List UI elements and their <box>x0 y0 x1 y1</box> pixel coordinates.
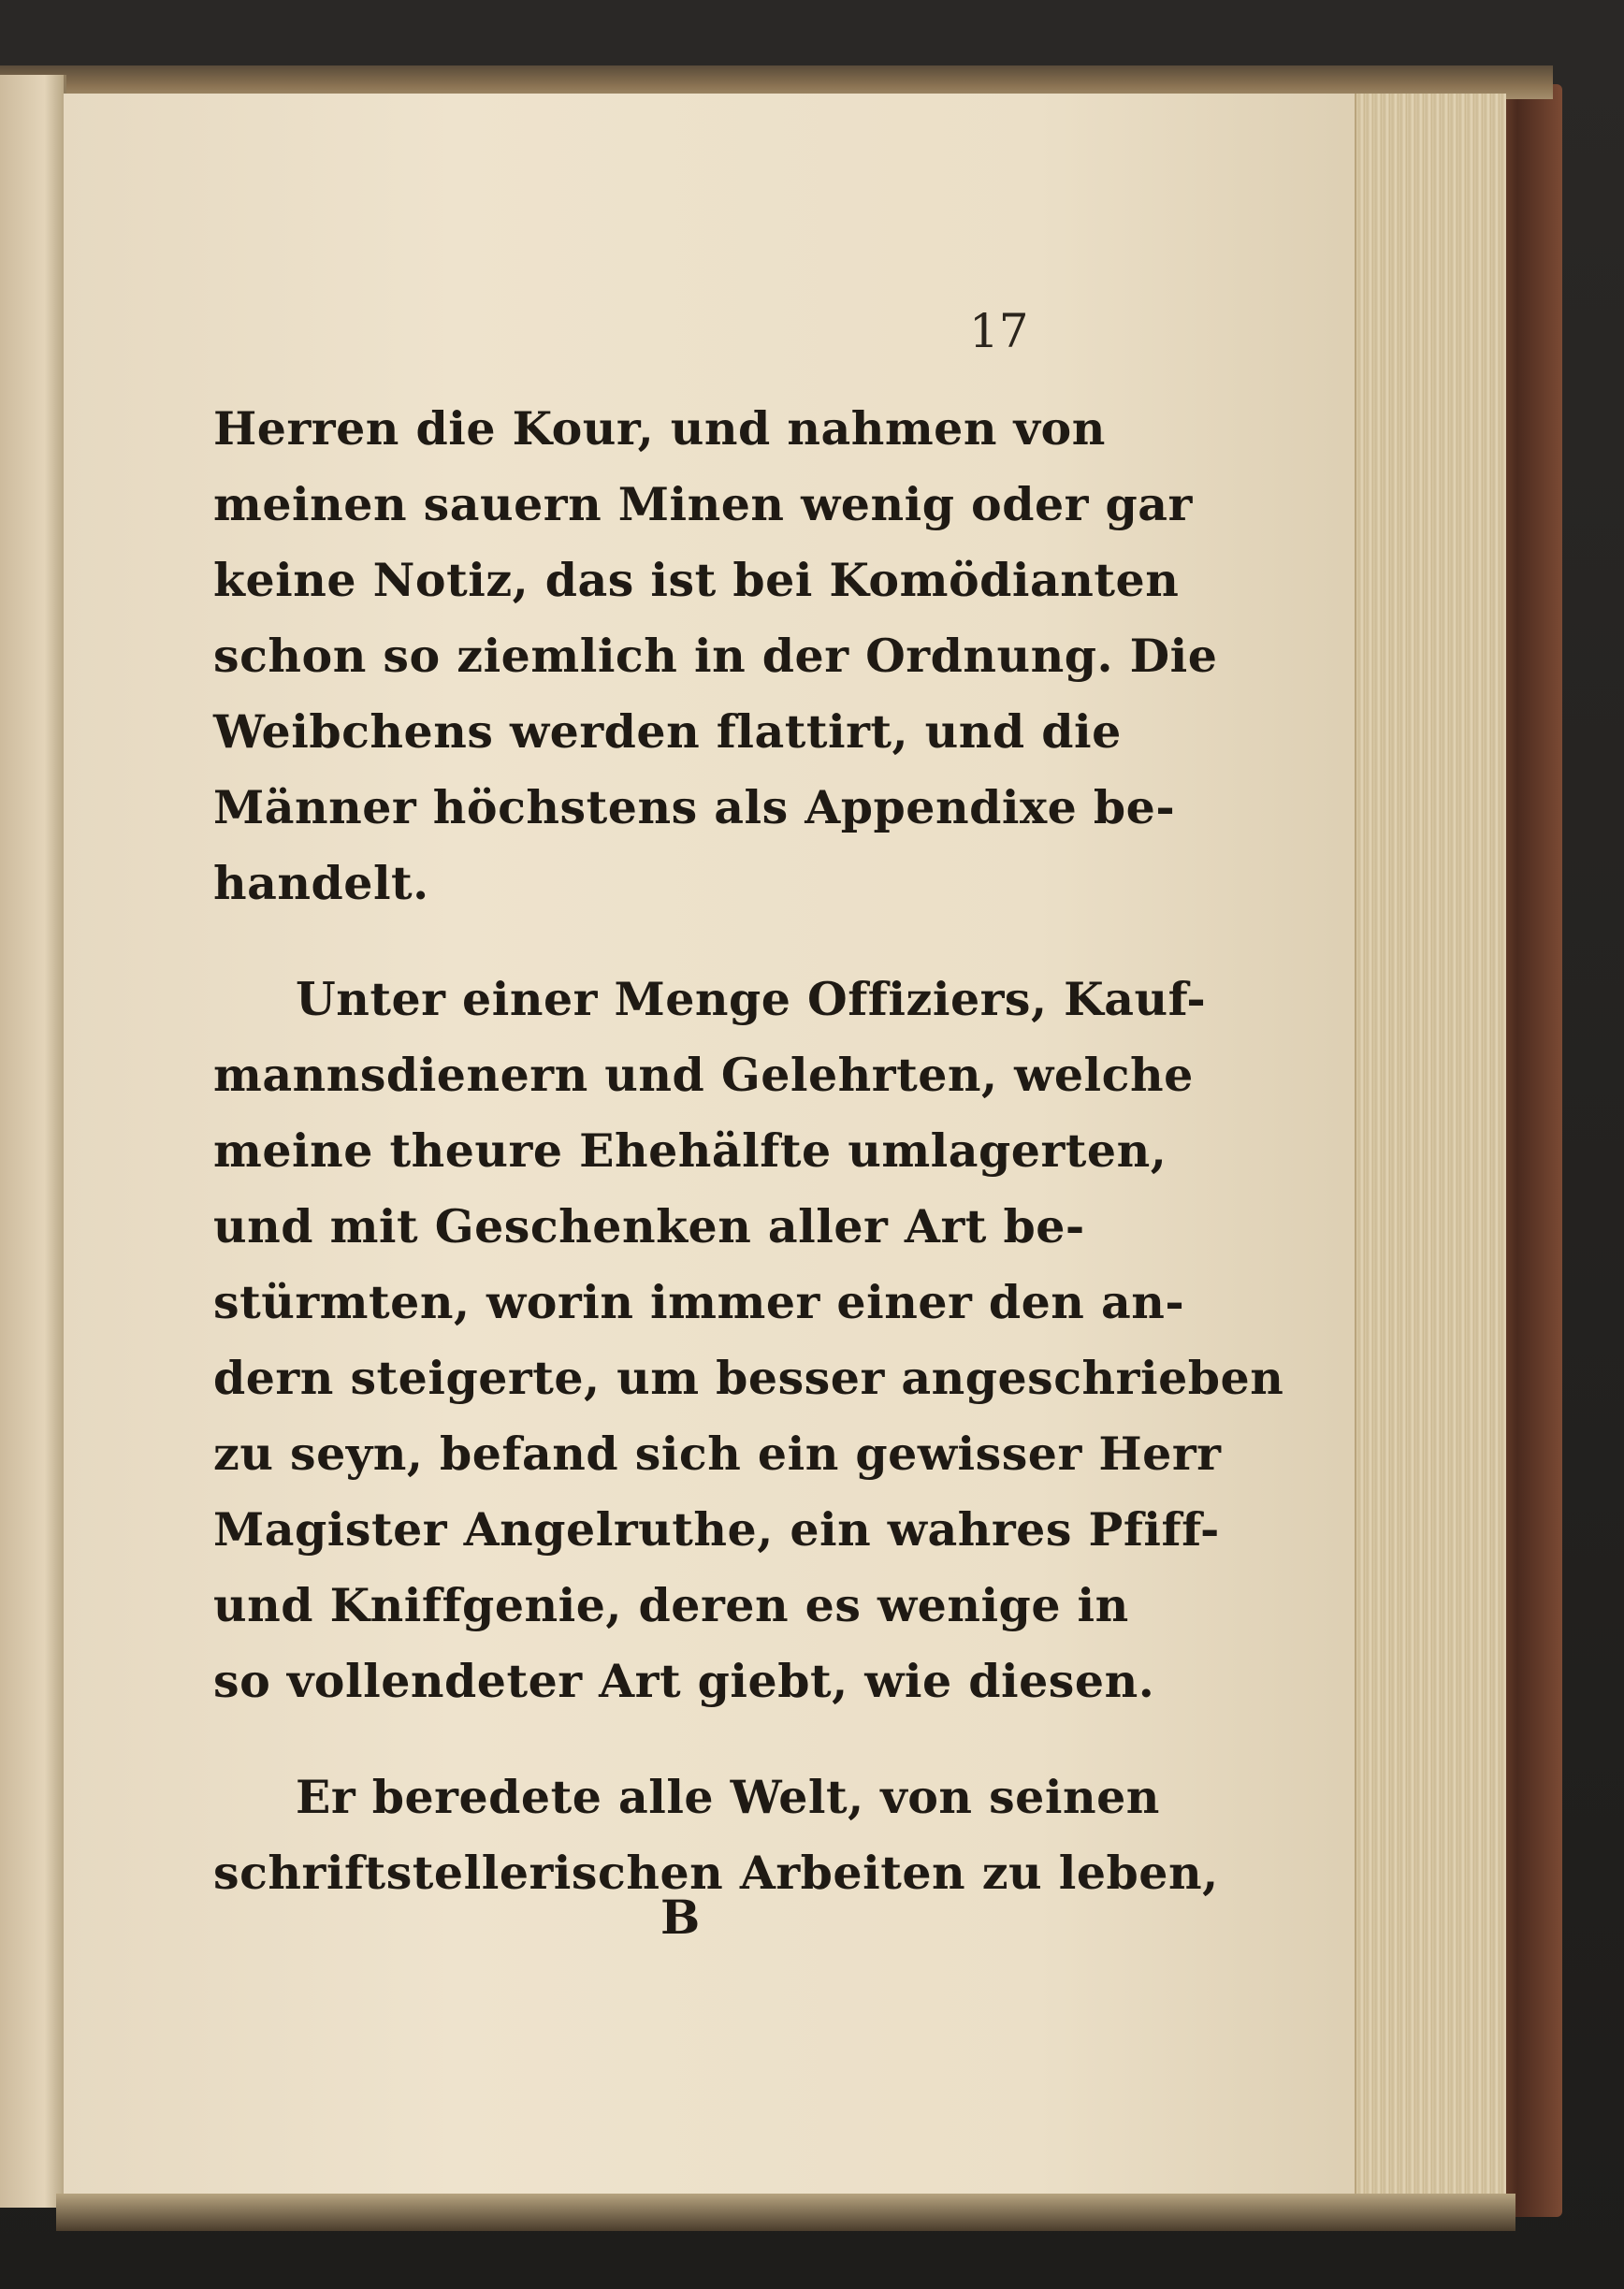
text-line: handelt. <box>213 856 429 910</box>
text-line: und Kniffgenie, deren es wenige in <box>213 1578 1129 1632</box>
paragraph-gap <box>213 1719 1046 1760</box>
left-page-edge <box>0 75 66 2208</box>
text-line: keine Notiz, das ist bei Komödianten <box>213 553 1180 607</box>
paragraph <box>213 391 1218 921</box>
text-line: schriftstellerischen Arbeiten zu leben, <box>213 1846 1219 1900</box>
text-line: Männer höchstens als Appendixe be- <box>213 780 1176 834</box>
text-line: Unter einer Menge Offiziers, Kauf- <box>296 972 1207 1026</box>
paragraph <box>213 1760 1219 1911</box>
text-line: stürmten, worin immer einer den an- <box>213 1275 1185 1329</box>
paragraph <box>213 962 1284 1719</box>
page-bottom-edge <box>56 2194 1515 2231</box>
text-line: schon so ziemlich in der Ordnung. Die <box>213 629 1218 683</box>
text-line: Er beredete alle Welt, von seinen <box>296 1770 1160 1824</box>
page-stack-edge <box>1355 94 1506 2217</box>
body-text <box>213 391 1284 1911</box>
text-line: Weibchens werden flattirt, und die <box>213 704 1122 759</box>
paragraph-gap <box>213 921 1046 962</box>
text-line: zu seyn, befand sich ein gewisser Herr <box>213 1427 1222 1481</box>
text-line: dern steigerte, um besser angeschrieben <box>213 1351 1284 1405</box>
text-line: Magister Angelruthe, ein wahres Pfiff- <box>213 1502 1220 1557</box>
page-number: 17 <box>969 304 1029 358</box>
signature-mark: B <box>660 1890 701 1945</box>
text-line: meinen sauern Minen wenig oder gar <box>213 477 1193 531</box>
text-line: Herren die Kour, und nahmen von <box>213 401 1106 456</box>
text-line: mannsdienern und Gelehrten, welche <box>213 1048 1194 1102</box>
text-line: und mit Geschenken aller Art be- <box>213 1199 1085 1253</box>
text-line: meine theure Ehehälfte umlagerten, <box>213 1123 1167 1178</box>
text-line: so vollendeter Art giebt, wie diesen. <box>213 1654 1155 1708</box>
